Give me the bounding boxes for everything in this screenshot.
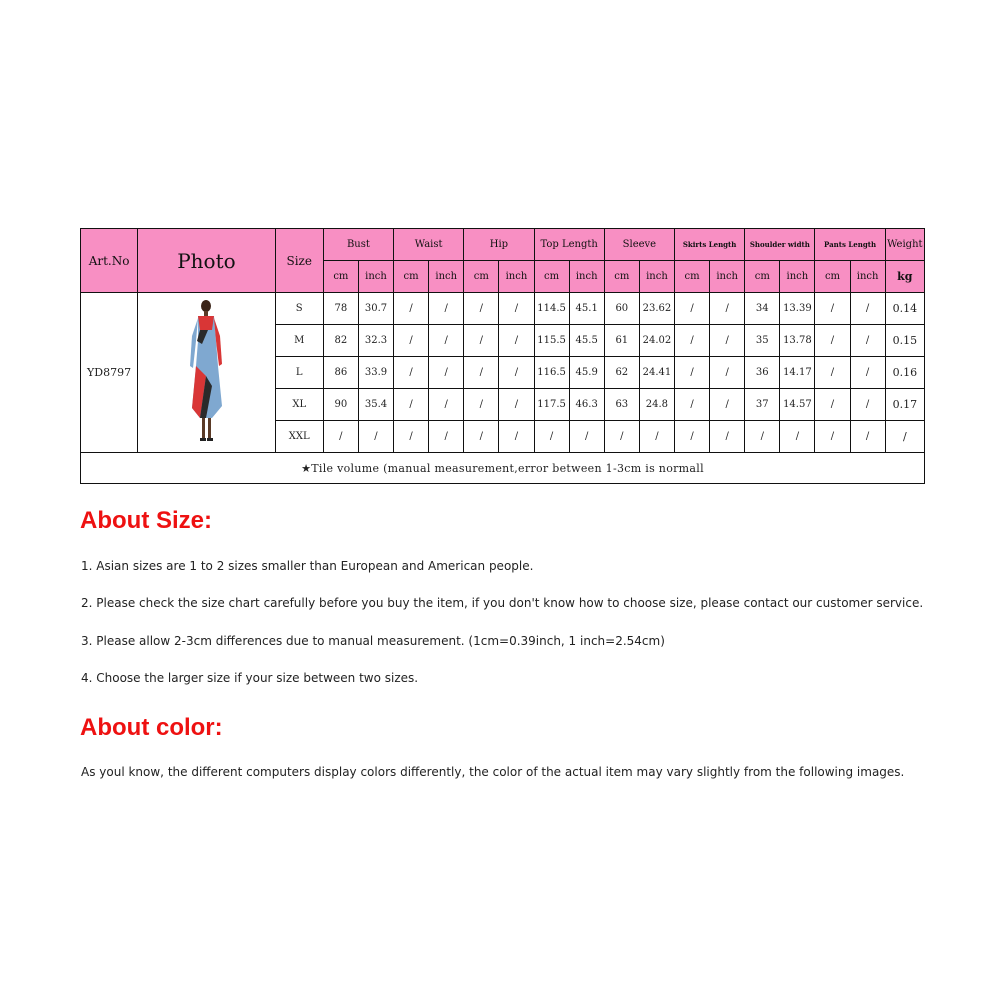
measurement-cell: 60 bbox=[604, 293, 639, 325]
size-label: S bbox=[275, 293, 323, 325]
unit-cell: inch bbox=[499, 261, 534, 293]
measurement-cell: / bbox=[499, 325, 534, 357]
unit-cell: inch bbox=[429, 261, 464, 293]
measurement-cell: / bbox=[429, 357, 464, 389]
measurement-cell: / bbox=[394, 421, 429, 453]
unit-cell: inch bbox=[850, 261, 885, 293]
dress-model-image bbox=[176, 296, 236, 446]
measurement-cell: 13.78 bbox=[780, 325, 815, 357]
measurement-cell: / bbox=[394, 293, 429, 325]
measurement-cell: / bbox=[850, 357, 885, 389]
measurement-cell: 90 bbox=[323, 389, 358, 421]
measurement-cell: 86 bbox=[323, 357, 358, 389]
weight-cell: 0.15 bbox=[885, 325, 924, 357]
measurement-cell: 45.9 bbox=[569, 357, 604, 389]
unit-cell: inch bbox=[639, 261, 674, 293]
weight-cell: / bbox=[885, 421, 924, 453]
size-row bbox=[81, 293, 925, 325]
size-chart-table bbox=[80, 228, 925, 484]
unit-cell: cm bbox=[815, 261, 850, 293]
measurement-cell: / bbox=[639, 421, 674, 453]
unit-cell: inch bbox=[569, 261, 604, 293]
measurement-cell: / bbox=[464, 389, 499, 421]
about-size-item-3: 3. Please allow 2-3cm differences due to manual measurement. (1cm=0.39inch, 1 inch=2.54cm) bbox=[81, 634, 665, 648]
about-color-heading: About color: bbox=[80, 714, 223, 741]
measurement-cell: / bbox=[850, 389, 885, 421]
measurement-cell: / bbox=[464, 421, 499, 453]
measurement-cell: / bbox=[534, 421, 569, 453]
measurement-cell: / bbox=[850, 293, 885, 325]
unit-cell: inch bbox=[358, 261, 393, 293]
measurement-cell: 45.5 bbox=[569, 325, 604, 357]
measurement-cell: 115.5 bbox=[534, 325, 569, 357]
measurement-cell: / bbox=[429, 389, 464, 421]
art-no-value: YD8797 bbox=[81, 293, 138, 453]
measurement-cell: / bbox=[674, 389, 709, 421]
measurement-cell: 30.7 bbox=[358, 293, 393, 325]
skirts-length-header: Skirts Length bbox=[674, 229, 744, 261]
waist-header: Waist bbox=[394, 229, 464, 261]
unit-cell: cm bbox=[534, 261, 569, 293]
note-row bbox=[81, 453, 925, 484]
measurement-cell: / bbox=[850, 325, 885, 357]
size-label: XL bbox=[275, 389, 323, 421]
unit-cell: cm bbox=[604, 261, 639, 293]
measurement-cell: / bbox=[710, 357, 745, 389]
pants-length-header: Pants Length bbox=[815, 229, 885, 261]
unit-cell: inch bbox=[710, 261, 745, 293]
measurement-cell: / bbox=[710, 325, 745, 357]
measurement-cell: / bbox=[499, 389, 534, 421]
weight-header: Weight bbox=[885, 229, 924, 261]
measurement-cell: / bbox=[674, 357, 709, 389]
weight-cell: 0.16 bbox=[885, 357, 924, 389]
measurement-cell: 116.5 bbox=[534, 357, 569, 389]
measurement-cell: / bbox=[499, 357, 534, 389]
weight-cell: 0.17 bbox=[885, 389, 924, 421]
measurement-cell: / bbox=[464, 293, 499, 325]
measurement-cell: / bbox=[815, 421, 850, 453]
about-color-text: As youl know, the different computers display colors differently, the color of the actual item may vary slightly from the following images. bbox=[81, 765, 905, 779]
bust-header: Bust bbox=[323, 229, 393, 261]
measurement-cell: 117.5 bbox=[534, 389, 569, 421]
measurement-cell: 35.4 bbox=[358, 389, 393, 421]
art-no-header: Art.No bbox=[81, 229, 138, 293]
unit-cell: cm bbox=[674, 261, 709, 293]
measurement-cell: / bbox=[674, 325, 709, 357]
measurement-cell: 33.9 bbox=[358, 357, 393, 389]
measurement-cell: / bbox=[569, 421, 604, 453]
hip-header: Hip bbox=[464, 229, 534, 261]
size-label: L bbox=[275, 357, 323, 389]
measurement-cell: / bbox=[674, 293, 709, 325]
measurement-cell: / bbox=[464, 325, 499, 357]
measurement-cell: 82 bbox=[323, 325, 358, 357]
shoulder-width-header: Shoulder width bbox=[745, 229, 815, 261]
measurement-cell: 114.5 bbox=[534, 293, 569, 325]
measurement-cell: / bbox=[850, 421, 885, 453]
measurement-cell: / bbox=[745, 421, 780, 453]
product-photo bbox=[138, 293, 275, 453]
measurement-cell: 37 bbox=[745, 389, 780, 421]
measurement-cell: 32.3 bbox=[358, 325, 393, 357]
measurement-cell: 14.17 bbox=[780, 357, 815, 389]
measurement-cell: 46.3 bbox=[569, 389, 604, 421]
measurement-cell: 34 bbox=[745, 293, 780, 325]
measurement-note: ★Tile volume (manual measurement,error between 1-3cm is normall bbox=[81, 453, 925, 484]
size-label: XXL bbox=[275, 421, 323, 453]
unit-cell: cm bbox=[394, 261, 429, 293]
photo-header: Photo bbox=[138, 229, 275, 293]
measurement-cell: / bbox=[499, 293, 534, 325]
measurement-cell: / bbox=[464, 357, 499, 389]
measurement-cell: / bbox=[710, 293, 745, 325]
header-row-groups bbox=[81, 229, 925, 261]
measurement-cell: / bbox=[394, 389, 429, 421]
measurement-cell: 23.62 bbox=[639, 293, 674, 325]
sleeve-header: Sleeve bbox=[604, 229, 674, 261]
measurement-cell: / bbox=[710, 421, 745, 453]
measurement-cell: 36 bbox=[745, 357, 780, 389]
unit-cell: cm bbox=[745, 261, 780, 293]
measurement-cell: / bbox=[815, 389, 850, 421]
measurement-cell: 24.41 bbox=[639, 357, 674, 389]
measurement-cell: 63 bbox=[604, 389, 639, 421]
measurement-cell: / bbox=[358, 421, 393, 453]
measurement-cell: 14.57 bbox=[780, 389, 815, 421]
measurement-cell: / bbox=[604, 421, 639, 453]
unit-cell: cm bbox=[323, 261, 358, 293]
measurement-cell: 35 bbox=[745, 325, 780, 357]
measurement-cell: 78 bbox=[323, 293, 358, 325]
size-label: M bbox=[275, 325, 323, 357]
unit-cell: cm bbox=[464, 261, 499, 293]
measurement-cell: 13.39 bbox=[780, 293, 815, 325]
about-size-item-2: 2. Please check the size chart carefully before you buy the item, if you don't know how to choose size, please contact our customer service. bbox=[81, 596, 924, 610]
about-size-heading: About Size: bbox=[80, 507, 212, 534]
measurement-cell: 62 bbox=[604, 357, 639, 389]
measurement-cell: / bbox=[780, 421, 815, 453]
about-size-item-1: 1. Asian sizes are 1 to 2 sizes smaller than European and American people. bbox=[81, 559, 534, 573]
weight-cell: 0.14 bbox=[885, 293, 924, 325]
measurement-cell: 24.02 bbox=[639, 325, 674, 357]
size-chart-body bbox=[81, 229, 925, 484]
measurement-cell: 45.1 bbox=[569, 293, 604, 325]
measurement-cell: / bbox=[323, 421, 358, 453]
measurement-cell: / bbox=[815, 293, 850, 325]
measurement-cell: 24.8 bbox=[639, 389, 674, 421]
measurement-cell: / bbox=[429, 325, 464, 357]
measurement-cell: 61 bbox=[604, 325, 639, 357]
unit-cell: inch bbox=[780, 261, 815, 293]
measurement-cell: / bbox=[815, 325, 850, 357]
measurement-cell: / bbox=[815, 357, 850, 389]
measurement-cell: / bbox=[710, 389, 745, 421]
measurement-cell: / bbox=[499, 421, 534, 453]
measurement-cell: / bbox=[394, 357, 429, 389]
measurement-cell: / bbox=[429, 293, 464, 325]
measurement-cell: / bbox=[429, 421, 464, 453]
size-header: Size bbox=[275, 229, 323, 293]
measurement-cell: / bbox=[674, 421, 709, 453]
top-length-header: Top Length bbox=[534, 229, 604, 261]
about-size-item-4: 4. Choose the larger size if your size between two sizes. bbox=[81, 671, 419, 685]
measurement-cell: / bbox=[394, 325, 429, 357]
unit-cell-kg: kg bbox=[885, 261, 924, 293]
